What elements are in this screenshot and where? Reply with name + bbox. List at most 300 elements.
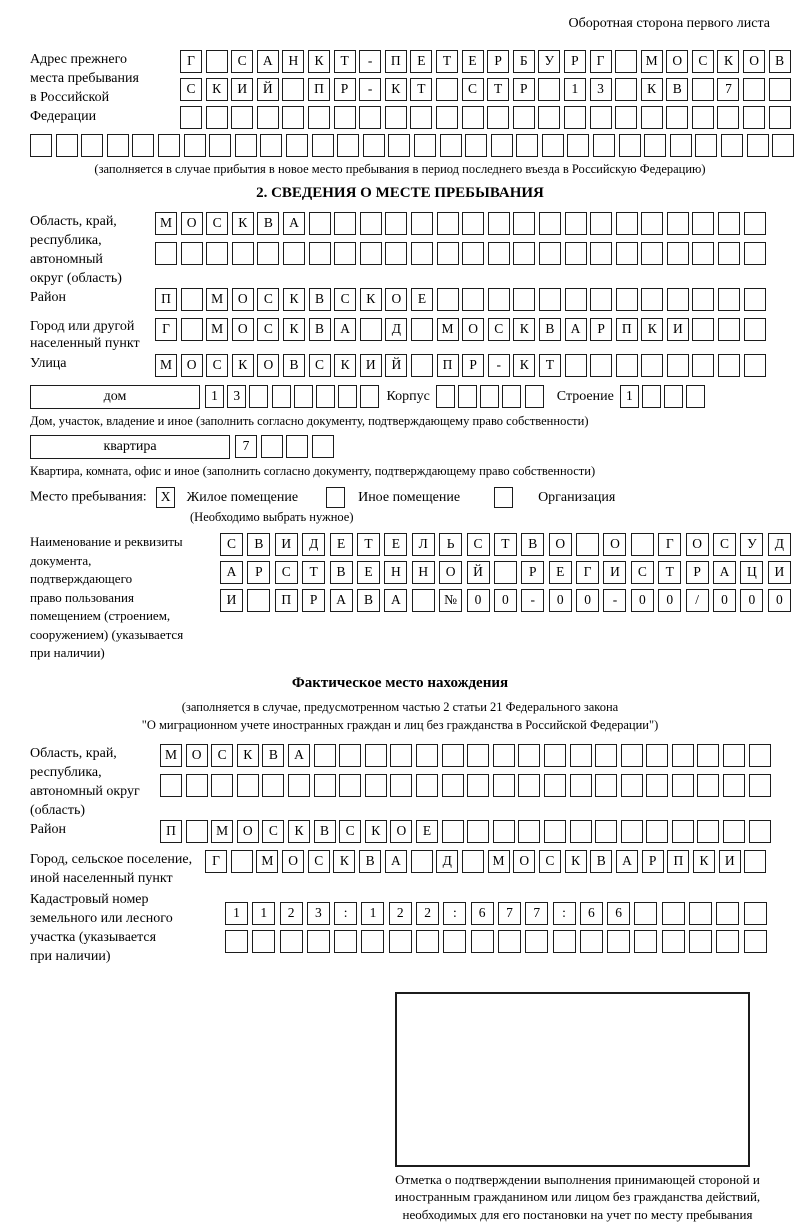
char-cell[interactable] — [553, 930, 576, 953]
char-cell[interactable] — [30, 134, 52, 157]
char-cell[interactable]: М — [155, 212, 177, 235]
char-cell[interactable] — [772, 134, 794, 157]
char-cell[interactable]: К — [693, 850, 715, 873]
char-cell[interactable] — [744, 242, 766, 265]
char-cell[interactable] — [411, 850, 433, 873]
char-cell[interactable]: Ь — [439, 533, 462, 556]
char-cell[interactable]: А — [616, 850, 638, 873]
char-cell[interactable] — [513, 212, 535, 235]
char-cell[interactable] — [231, 106, 253, 129]
char-cell[interactable] — [662, 930, 685, 953]
char-cell[interactable]: Р — [590, 318, 612, 341]
char-cell[interactable]: А — [257, 50, 279, 73]
char-cell[interactable]: Г — [658, 533, 681, 556]
char-cell[interactable]: 2 — [280, 902, 303, 925]
char-cell[interactable] — [539, 212, 561, 235]
char-cell[interactable] — [225, 930, 248, 953]
char-cell[interactable]: П — [667, 850, 689, 873]
char-cell[interactable] — [360, 212, 382, 235]
char-cell[interactable] — [567, 134, 589, 157]
char-cell[interactable]: М — [641, 50, 663, 73]
char-cell[interactable] — [416, 774, 438, 797]
char-cell[interactable]: - — [603, 589, 626, 612]
char-cell[interactable]: 7 — [235, 435, 257, 458]
char-cell[interactable]: И — [220, 589, 243, 612]
char-cell[interactable] — [334, 212, 356, 235]
char-cell[interactable] — [595, 744, 617, 767]
char-cell[interactable]: А — [385, 850, 407, 873]
char-cell[interactable] — [542, 134, 564, 157]
char-cell[interactable] — [544, 820, 566, 843]
char-cell[interactable] — [480, 385, 499, 408]
char-cell[interactable]: Р — [513, 78, 535, 101]
char-cell[interactable]: Л — [412, 533, 435, 556]
char-cell[interactable] — [686, 385, 705, 408]
char-cell[interactable] — [538, 78, 560, 101]
char-cell[interactable]: О — [686, 533, 709, 556]
char-cell[interactable]: В — [309, 288, 331, 311]
char-cell[interactable]: П — [160, 820, 182, 843]
char-cell[interactable]: О — [462, 318, 484, 341]
char-cell[interactable] — [249, 385, 268, 408]
char-cell[interactable] — [502, 385, 521, 408]
char-cell[interactable]: О — [282, 850, 304, 873]
char-cell[interactable]: 3 — [590, 78, 612, 101]
char-cell[interactable]: К — [365, 820, 387, 843]
char-cell[interactable]: Е — [357, 561, 380, 584]
char-cell[interactable]: Т — [436, 50, 458, 73]
char-cell[interactable] — [334, 242, 356, 265]
char-cell[interactable] — [697, 774, 719, 797]
char-cell[interactable] — [662, 902, 685, 925]
char-cell[interactable]: С — [308, 850, 330, 873]
char-cell[interactable] — [544, 744, 566, 767]
char-cell[interactable]: 0 — [713, 589, 736, 612]
char-cell[interactable]: 1 — [361, 902, 384, 925]
char-cell[interactable] — [186, 820, 208, 843]
char-cell[interactable] — [411, 212, 433, 235]
char-cell[interactable] — [334, 106, 356, 129]
char-cell[interactable]: Е — [549, 561, 572, 584]
char-cell[interactable] — [749, 744, 771, 767]
char-cell[interactable]: Р — [487, 50, 509, 73]
char-cell[interactable]: А — [334, 318, 356, 341]
char-cell[interactable] — [646, 744, 668, 767]
char-cell[interactable] — [410, 106, 432, 129]
char-cell[interactable] — [634, 930, 657, 953]
char-cell[interactable] — [641, 354, 663, 377]
char-cell[interactable]: В — [539, 318, 561, 341]
char-cell[interactable] — [498, 930, 521, 953]
char-cell[interactable] — [359, 106, 381, 129]
char-cell[interactable] — [692, 106, 714, 129]
char-cell[interactable]: Т — [539, 354, 561, 377]
char-cell[interactable]: 6 — [580, 902, 603, 925]
char-cell[interactable] — [744, 902, 767, 925]
char-cell[interactable]: : — [334, 902, 357, 925]
char-cell[interactable]: - — [359, 78, 381, 101]
char-cell[interactable]: Е — [411, 288, 433, 311]
char-cell[interactable]: Р — [462, 354, 484, 377]
char-cell[interactable] — [493, 774, 515, 797]
char-cell[interactable]: С — [713, 533, 736, 556]
char-cell[interactable] — [458, 385, 477, 408]
char-cell[interactable] — [462, 242, 484, 265]
char-cell[interactable] — [570, 774, 592, 797]
char-cell[interactable] — [518, 774, 540, 797]
char-cell[interactable] — [590, 212, 612, 235]
char-cell[interactable]: К — [333, 850, 355, 873]
char-cell[interactable] — [616, 288, 638, 311]
char-cell[interactable] — [672, 820, 694, 843]
char-cell[interactable]: М — [437, 318, 459, 341]
char-cell[interactable] — [518, 820, 540, 843]
char-cell[interactable] — [211, 774, 233, 797]
char-cell[interactable]: В — [309, 318, 331, 341]
char-cell[interactable] — [539, 242, 561, 265]
char-cell[interactable] — [261, 435, 283, 458]
char-cell[interactable]: С — [334, 288, 356, 311]
char-cell[interactable]: П — [155, 288, 177, 311]
char-cell[interactable] — [442, 744, 464, 767]
char-cell[interactable]: Е — [462, 50, 484, 73]
char-cell[interactable] — [590, 242, 612, 265]
char-cell[interactable] — [339, 774, 361, 797]
char-cell[interactable] — [494, 561, 517, 584]
char-cell[interactable] — [689, 902, 712, 925]
char-cell[interactable]: Т — [302, 561, 325, 584]
char-cell[interactable]: Р — [642, 850, 664, 873]
char-cell[interactable] — [186, 774, 208, 797]
char-cell[interactable]: С — [262, 820, 284, 843]
char-cell[interactable]: Г — [155, 318, 177, 341]
char-cell[interactable]: О — [181, 212, 203, 235]
char-cell[interactable] — [338, 385, 357, 408]
char-cell[interactable] — [272, 385, 291, 408]
char-cell[interactable] — [744, 354, 766, 377]
char-cell[interactable] — [493, 820, 515, 843]
char-cell[interactable] — [616, 242, 638, 265]
char-cell[interactable]: К — [288, 820, 310, 843]
char-cell[interactable]: М — [206, 288, 228, 311]
char-cell[interactable] — [309, 212, 331, 235]
char-cell[interactable]: П — [616, 318, 638, 341]
char-cell[interactable]: И — [231, 78, 253, 101]
char-cell[interactable]: В — [590, 850, 612, 873]
char-cell[interactable]: К — [237, 744, 259, 767]
char-cell[interactable]: М — [206, 318, 228, 341]
char-cell[interactable]: 0 — [631, 589, 654, 612]
char-cell[interactable]: К — [283, 288, 305, 311]
char-cell[interactable] — [615, 106, 637, 129]
char-cell[interactable] — [442, 820, 464, 843]
char-cell[interactable] — [590, 288, 612, 311]
char-cell[interactable]: Р — [334, 78, 356, 101]
char-cell[interactable]: Й — [467, 561, 490, 584]
char-cell[interactable]: 0 — [549, 589, 572, 612]
char-cell[interactable] — [692, 318, 714, 341]
char-cell[interactable] — [252, 930, 275, 953]
char-cell[interactable] — [749, 820, 771, 843]
char-cell[interactable]: М — [160, 744, 182, 767]
char-cell[interactable] — [286, 435, 308, 458]
char-cell[interactable] — [416, 744, 438, 767]
char-cell[interactable] — [749, 774, 771, 797]
char-cell[interactable]: - — [488, 354, 510, 377]
char-cell[interactable] — [670, 134, 692, 157]
char-cell[interactable] — [312, 435, 334, 458]
char-cell[interactable] — [718, 288, 740, 311]
char-cell[interactable]: С — [462, 78, 484, 101]
char-cell[interactable]: И — [719, 850, 741, 873]
char-cell[interactable]: Т — [658, 561, 681, 584]
char-cell[interactable]: К — [283, 318, 305, 341]
char-cell[interactable] — [260, 134, 282, 157]
char-cell[interactable] — [641, 288, 663, 311]
char-cell[interactable]: 6 — [471, 902, 494, 925]
char-cell[interactable] — [590, 354, 612, 377]
char-cell[interactable]: / — [686, 589, 709, 612]
char-cell[interactable] — [360, 242, 382, 265]
char-cell[interactable]: 3 — [307, 902, 330, 925]
char-cell[interactable] — [462, 106, 484, 129]
char-cell[interactable]: : — [443, 902, 466, 925]
char-cell[interactable] — [235, 134, 257, 157]
char-cell[interactable]: Т — [494, 533, 517, 556]
char-cell[interactable] — [181, 318, 203, 341]
char-cell[interactable]: С — [220, 533, 243, 556]
char-cell[interactable] — [232, 242, 254, 265]
char-cell[interactable] — [316, 385, 335, 408]
char-cell[interactable] — [616, 212, 638, 235]
char-cell[interactable]: 1 — [225, 902, 248, 925]
char-cell[interactable]: И — [360, 354, 382, 377]
char-cell[interactable]: В — [769, 50, 791, 73]
char-cell[interactable]: А — [384, 589, 407, 612]
char-cell[interactable] — [209, 134, 231, 157]
char-cell[interactable]: В — [262, 744, 284, 767]
char-cell[interactable] — [307, 930, 330, 953]
char-cell[interactable] — [180, 106, 202, 129]
char-cell[interactable]: В — [257, 212, 279, 235]
char-cell[interactable] — [411, 318, 433, 341]
char-cell[interactable]: С — [339, 820, 361, 843]
char-cell[interactable] — [465, 134, 487, 157]
char-cell[interactable] — [513, 242, 535, 265]
char-cell[interactable]: С — [231, 50, 253, 73]
char-cell[interactable]: К — [641, 78, 663, 101]
char-cell[interactable] — [337, 134, 359, 157]
char-cell[interactable]: К — [232, 212, 254, 235]
char-cell[interactable] — [488, 242, 510, 265]
char-cell[interactable] — [641, 242, 663, 265]
char-cell[interactable]: : — [553, 902, 576, 925]
char-cell[interactable]: О — [603, 533, 626, 556]
char-cell[interactable] — [491, 134, 513, 157]
char-cell[interactable]: Ц — [740, 561, 763, 584]
char-cell[interactable]: С — [206, 212, 228, 235]
char-cell[interactable]: А — [713, 561, 736, 584]
char-cell[interactable] — [309, 242, 331, 265]
char-cell[interactable] — [621, 774, 643, 797]
char-cell[interactable] — [412, 589, 435, 612]
char-cell[interactable]: И — [667, 318, 689, 341]
char-cell[interactable]: С — [309, 354, 331, 377]
char-cell[interactable] — [436, 78, 458, 101]
checkbox-organization[interactable] — [494, 487, 513, 508]
char-cell[interactable] — [56, 134, 78, 157]
char-cell[interactable]: К — [334, 354, 356, 377]
char-cell[interactable] — [538, 106, 560, 129]
char-cell[interactable] — [692, 288, 714, 311]
char-cell[interactable] — [590, 106, 612, 129]
char-cell[interactable] — [743, 78, 765, 101]
char-cell[interactable] — [294, 385, 313, 408]
char-cell[interactable] — [390, 774, 412, 797]
char-cell[interactable] — [718, 354, 740, 377]
char-cell[interactable] — [576, 533, 599, 556]
char-cell[interactable]: 7 — [525, 902, 548, 925]
char-cell[interactable] — [525, 385, 544, 408]
char-cell[interactable] — [257, 106, 279, 129]
char-cell[interactable] — [390, 744, 412, 767]
char-cell[interactable] — [365, 774, 387, 797]
char-cell[interactable]: С — [257, 318, 279, 341]
char-cell[interactable]: О — [743, 50, 765, 73]
char-cell[interactable]: О — [385, 288, 407, 311]
char-cell[interactable]: 2 — [389, 902, 412, 925]
char-cell[interactable]: С — [180, 78, 202, 101]
char-cell[interactable]: Р — [521, 561, 544, 584]
char-cell[interactable]: А — [220, 561, 243, 584]
char-cell[interactable]: С — [488, 318, 510, 341]
char-cell[interactable]: 0 — [494, 589, 517, 612]
char-cell[interactable] — [493, 744, 515, 767]
char-cell[interactable] — [462, 288, 484, 311]
char-cell[interactable]: К — [308, 50, 330, 73]
char-cell[interactable] — [132, 134, 154, 157]
char-cell[interactable]: И — [275, 533, 298, 556]
char-cell[interactable]: Е — [416, 820, 438, 843]
checkbox-other-premises[interactable] — [326, 487, 345, 508]
char-cell[interactable]: П — [437, 354, 459, 377]
char-cell[interactable] — [181, 288, 203, 311]
char-cell[interactable] — [689, 930, 712, 953]
char-cell[interactable]: Н — [384, 561, 407, 584]
char-cell[interactable] — [471, 930, 494, 953]
char-cell[interactable] — [339, 744, 361, 767]
char-cell[interactable] — [718, 318, 740, 341]
char-cell[interactable] — [411, 354, 433, 377]
char-cell[interactable]: М — [155, 354, 177, 377]
char-cell[interactable]: 0 — [576, 589, 599, 612]
char-cell[interactable]: Н — [412, 561, 435, 584]
char-cell[interactable]: К — [232, 354, 254, 377]
char-cell[interactable]: О — [181, 354, 203, 377]
char-cell[interactable] — [744, 318, 766, 341]
char-cell[interactable]: 1 — [252, 902, 275, 925]
checkbox-residential[interactable]: X — [156, 487, 175, 508]
char-cell[interactable] — [667, 212, 689, 235]
char-cell[interactable] — [467, 774, 489, 797]
char-cell[interactable]: А — [565, 318, 587, 341]
char-cell[interactable] — [385, 106, 407, 129]
char-cell[interactable]: Н — [282, 50, 304, 73]
char-cell[interactable]: В — [247, 533, 270, 556]
char-cell[interactable] — [81, 134, 103, 157]
char-cell[interactable]: И — [768, 561, 791, 584]
char-cell[interactable] — [723, 744, 745, 767]
char-cell[interactable]: 0 — [768, 589, 791, 612]
char-cell[interactable]: - — [359, 50, 381, 73]
char-cell[interactable]: С — [539, 850, 561, 873]
char-cell[interactable] — [360, 318, 382, 341]
char-cell[interactable] — [440, 134, 462, 157]
char-cell[interactable] — [667, 288, 689, 311]
char-cell[interactable] — [288, 774, 310, 797]
char-cell[interactable] — [695, 134, 717, 157]
char-cell[interactable] — [744, 212, 766, 235]
char-cell[interactable]: К — [565, 850, 587, 873]
char-cell[interactable] — [206, 50, 228, 73]
char-cell[interactable] — [564, 106, 586, 129]
char-cell[interactable] — [641, 106, 663, 129]
char-cell[interactable] — [672, 774, 694, 797]
char-cell[interactable]: Т — [410, 78, 432, 101]
char-cell[interactable] — [513, 106, 535, 129]
char-cell[interactable]: В — [666, 78, 688, 101]
char-cell[interactable] — [411, 242, 433, 265]
char-cell[interactable] — [414, 134, 436, 157]
char-cell[interactable]: Р — [564, 50, 586, 73]
char-cell[interactable] — [308, 106, 330, 129]
char-cell[interactable] — [539, 288, 561, 311]
char-cell[interactable] — [769, 78, 791, 101]
char-cell[interactable]: Р — [302, 589, 325, 612]
char-cell[interactable] — [692, 242, 714, 265]
char-cell[interactable]: У — [538, 50, 560, 73]
char-cell[interactable] — [565, 212, 587, 235]
char-cell[interactable]: М — [211, 820, 233, 843]
char-cell[interactable]: У — [740, 533, 763, 556]
char-cell[interactable] — [565, 288, 587, 311]
char-cell[interactable]: О — [390, 820, 412, 843]
char-cell[interactable] — [462, 850, 484, 873]
char-cell[interactable] — [666, 106, 688, 129]
char-cell[interactable] — [631, 533, 654, 556]
char-cell[interactable] — [570, 744, 592, 767]
char-cell[interactable]: О — [232, 288, 254, 311]
char-cell[interactable] — [442, 774, 464, 797]
char-cell[interactable]: С — [257, 288, 279, 311]
char-cell[interactable]: В — [359, 850, 381, 873]
char-cell[interactable] — [365, 744, 387, 767]
char-cell[interactable]: О — [439, 561, 462, 584]
char-cell[interactable] — [158, 134, 180, 157]
char-cell[interactable] — [312, 134, 334, 157]
char-cell[interactable]: М — [256, 850, 278, 873]
char-cell[interactable] — [437, 288, 459, 311]
char-cell[interactable] — [334, 930, 357, 953]
char-cell[interactable] — [747, 134, 769, 157]
char-cell[interactable] — [437, 212, 459, 235]
char-cell[interactable] — [723, 774, 745, 797]
char-cell[interactable] — [107, 134, 129, 157]
char-cell[interactable] — [692, 354, 714, 377]
char-cell[interactable] — [231, 850, 253, 873]
char-cell[interactable]: С — [631, 561, 654, 584]
char-cell[interactable] — [744, 288, 766, 311]
